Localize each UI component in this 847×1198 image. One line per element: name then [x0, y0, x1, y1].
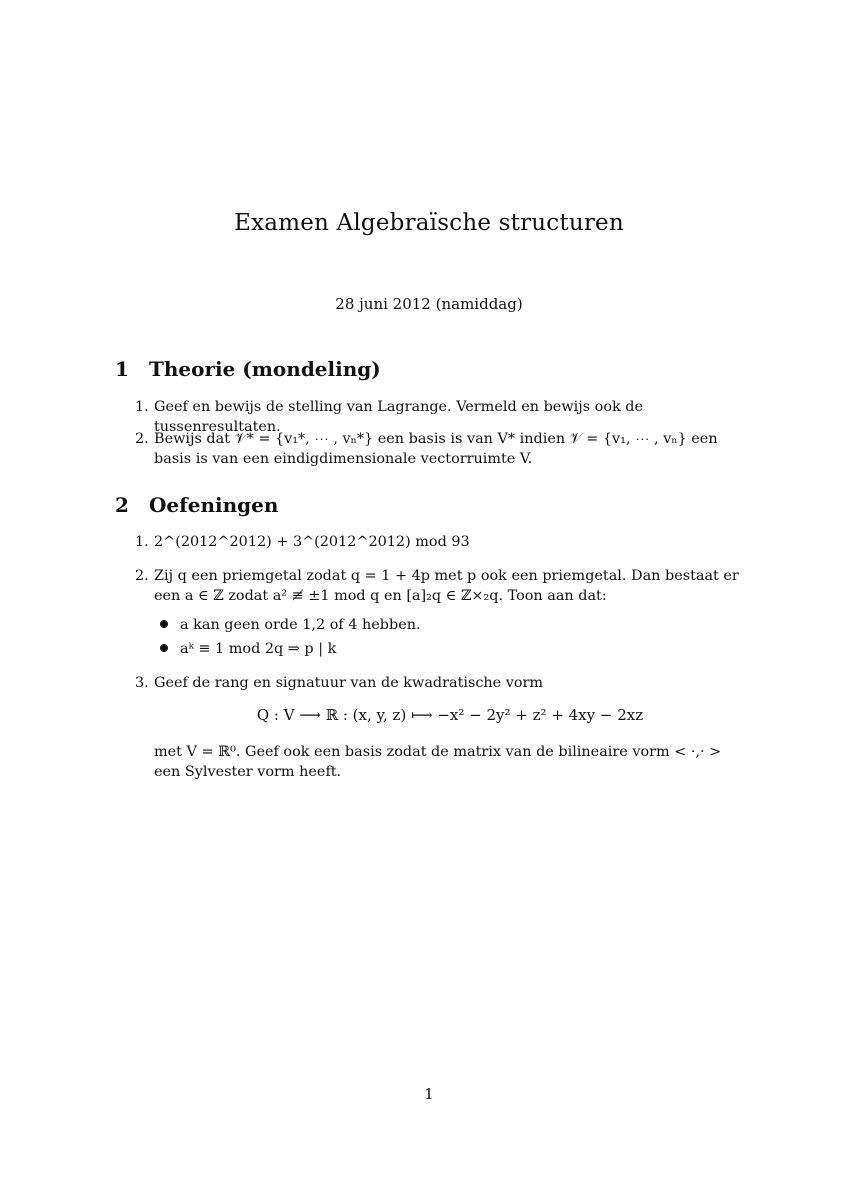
page-number: 1: [424, 1085, 434, 1103]
item-text: 2^(2012^2012) + 3^(2012^2012) mod 93: [154, 534, 470, 550]
item-text: Geef de rang en signatuur van de kwadratische vorm: [154, 675, 544, 691]
bullet-text: a kan geen orde 1,2 of 4 hebben.: [180, 617, 421, 633]
item-number: 1.: [135, 399, 149, 415]
section-2-heading: [115, 493, 278, 517]
section-number: 1: [115, 357, 129, 381]
bullet-text: aᵏ ≡ 1 mod 2q ⇒ p | k: [180, 641, 337, 657]
item-text: met V = ℝ⁰. Geef ook een basis zodat de matrix van de bilineaire vorm < ·,· > een Sylvester vorm heeft.: [154, 744, 722, 780]
section-title: Theorie (mondeling): [149, 357, 381, 381]
item-text: Zij q een priemgetal zodat q = 1 + 4p met p ook een priemgetal. Dan bestaat er een a ∈ ℤ zodat a² ≢ ±1 mod q en [a]₂q ∈ ℤ×₂q. Toon aan dat:: [154, 568, 739, 604]
document-title: Examen Algebraïsche structuren: [234, 210, 624, 236]
item-text: Bewijs dat 𝒱* = {v₁*, ⋯ , vₙ*} een basis is van V* indien 𝒱 = {v₁, ⋯ , vₙ} een basis is van een eindigdimensionale vectorruimte V.: [154, 431, 718, 467]
item-number: 2.: [135, 568, 149, 584]
quadratic-form-equation: Q : V ⟶ ℝ : (x, y, z) ⟼ −x² − 2y² + z² + 4xy − 2xz: [256, 706, 644, 724]
item-text: Geef en bewijs de stelling van Lagrange. Vermeld en bewijs ook de tussenresultaten.: [154, 399, 644, 435]
exam-date: 28 juni 2012 (namiddag): [335, 295, 523, 313]
item-number: 3.: [135, 675, 149, 691]
bullet-item-2: [160, 641, 336, 657]
section-1-heading: [115, 357, 381, 381]
item-number: 1.: [135, 534, 149, 550]
item-number: 2.: [135, 431, 149, 447]
section-number: 2: [115, 493, 129, 517]
bullet-icon: [160, 644, 168, 652]
bullet-icon: [160, 620, 168, 628]
bullet-item-1: [160, 617, 421, 633]
section-title: Oefeningen: [149, 493, 279, 517]
